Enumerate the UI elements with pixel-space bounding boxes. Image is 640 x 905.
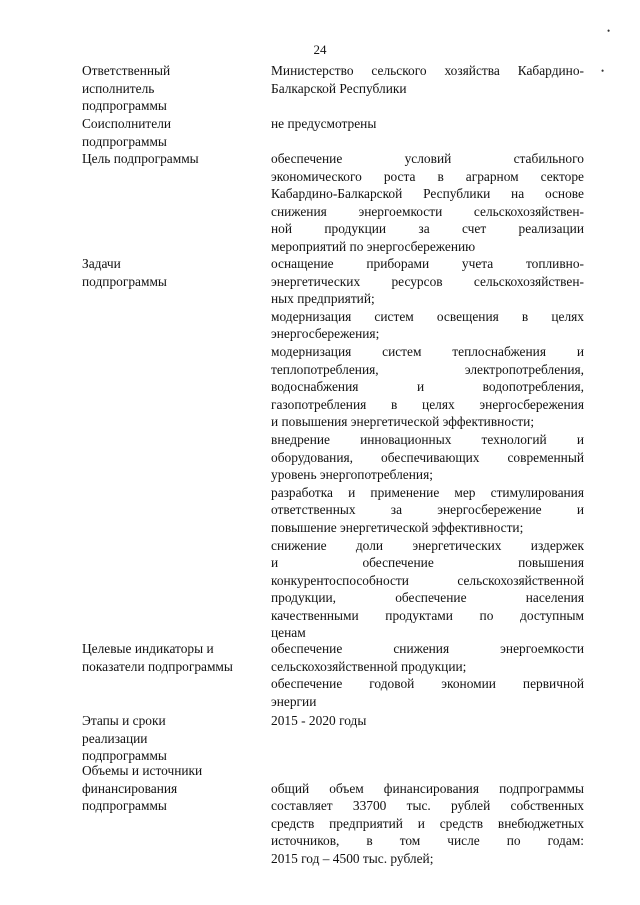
value-paragraph <box>271 640 584 675</box>
row-label <box>82 640 272 675</box>
label-line: реализации <box>82 730 148 746</box>
value-line: внедрение инновационных технологий и <box>271 431 584 447</box>
value-line: модернизация систем теплоснабжения и <box>271 343 584 359</box>
value-line: теплопотребления, электропотребления, <box>271 361 584 377</box>
value-line: экономического роста в аграрном секторе <box>271 168 584 184</box>
value-line <box>271 762 584 780</box>
value-line: Министерство сельского хозяйства Кабардино- <box>271 63 584 78</box>
row-label <box>82 62 272 115</box>
label-line: подпрограммы <box>82 98 167 114</box>
row-value <box>271 62 584 97</box>
value-paragraph <box>271 675 584 710</box>
value-line: составляет 33700 тыс. рублей собственных <box>271 798 584 814</box>
value-line: оборудования, обеспечивающих современный <box>271 449 584 465</box>
value-paragraph <box>271 712 584 730</box>
value-line: обеспечение снижения энергоемкости <box>271 641 584 656</box>
value-line: разработка и применение мер стимулирования <box>271 484 584 500</box>
value-line: обеспечение годовой экономии первичной <box>271 676 584 692</box>
value-line: мероприятий по энергосбережению <box>271 238 476 254</box>
label-line: финансирования <box>82 780 178 796</box>
row-value <box>271 115 584 133</box>
value-line: уровень энергопотребления; <box>271 467 433 483</box>
value-line: Кабардино-Балкарской Республики на основе <box>271 186 584 202</box>
label-line: исполнитель <box>82 80 155 96</box>
value-paragraph <box>271 150 584 256</box>
row-value <box>271 150 584 256</box>
value-line: конкурентоспособности сельскохозяйственной <box>271 572 584 588</box>
value-line: обеспечение условий стабильного <box>271 151 584 166</box>
row-value <box>271 255 584 642</box>
label-line: Задачи <box>82 256 121 271</box>
row-label <box>82 150 272 168</box>
value-paragraph <box>271 62 584 97</box>
value-line: продукции, обеспечение населения <box>271 590 584 606</box>
value-paragraph <box>271 484 584 537</box>
value-paragraph <box>271 431 584 484</box>
row-label <box>82 115 272 150</box>
row-label <box>82 712 272 765</box>
value-paragraph <box>271 343 584 431</box>
value-line: ценам <box>271 625 306 641</box>
label-line: подпрограммы <box>82 133 167 149</box>
value-paragraph <box>271 537 584 643</box>
label-line: подпрограммы <box>82 273 167 289</box>
page-number: 24 <box>313 42 327 57</box>
label-line: Целевые индикаторы и <box>82 641 214 656</box>
value-line: сельскохозяйственной продукции; <box>271 658 467 674</box>
value-line: энергетических ресурсов сельскохозяйствен- <box>271 273 584 289</box>
value-line: источников, в том числе по годам: <box>271 833 584 849</box>
value-line: Балкарской Республики <box>271 80 407 96</box>
label-line: Ответственный <box>82 63 171 78</box>
label-line: Объемы и источники <box>82 763 203 778</box>
value-line: 2015 - 2020 годы <box>271 713 367 728</box>
value-line: газопотребления в целях энергосбережения <box>271 396 584 412</box>
value-line: энергосбережения; <box>271 326 380 342</box>
row-value <box>271 640 584 710</box>
value-line: оснащение приборами учета топливно- <box>271 256 584 271</box>
value-line: не предусмотрены <box>271 116 377 131</box>
value-paragraph <box>271 762 584 868</box>
value-paragraph <box>271 115 584 133</box>
row-value <box>271 762 584 868</box>
value-line: общий объем финансирования подпрограммы <box>271 780 584 796</box>
row-label <box>82 255 272 290</box>
value-line: энергии <box>271 693 317 709</box>
value-line: ной продукции за счет реализации <box>271 221 584 237</box>
value-line: повышение энергетической эффективности; <box>271 519 524 535</box>
value-line: и повышения энергетической эффективности; <box>271 414 535 430</box>
value-paragraph <box>271 255 584 308</box>
label-line: Этапы и сроки <box>82 713 166 728</box>
label-line: показатели подпрограммы <box>82 658 233 674</box>
row-label <box>82 762 272 815</box>
value-line: качественными продуктами по доступным <box>271 607 584 623</box>
value-paragraph <box>271 308 584 343</box>
value-line: модернизация систем освещения в целях <box>271 308 584 324</box>
value-line: и обеспечение повышения <box>271 555 584 571</box>
value-line: водоснабжения и водопотребления, <box>271 379 584 395</box>
label-line: подпрограммы <box>82 748 167 764</box>
value-line: ответственных за энергосбережение и <box>271 502 584 518</box>
label-line: Цель подпрограммы <box>82 151 199 166</box>
label-line: подпрограммы <box>82 798 167 814</box>
value-line: снижения энергоемкости сельскохозяйствен- <box>271 203 584 219</box>
value-line: снижение доли энергетических издержек <box>271 537 584 553</box>
scan-speck: • <box>607 26 611 36</box>
scan-speck: • <box>601 66 605 76</box>
value-line: средств предприятий и средств внебюджетных <box>271 815 584 831</box>
row-value <box>271 712 584 730</box>
value-line: ных предприятий; <box>271 291 375 307</box>
value-line: 2015 год – 4500 тыс. рублей; <box>271 850 434 866</box>
label-line: Соисполнители <box>82 116 172 131</box>
